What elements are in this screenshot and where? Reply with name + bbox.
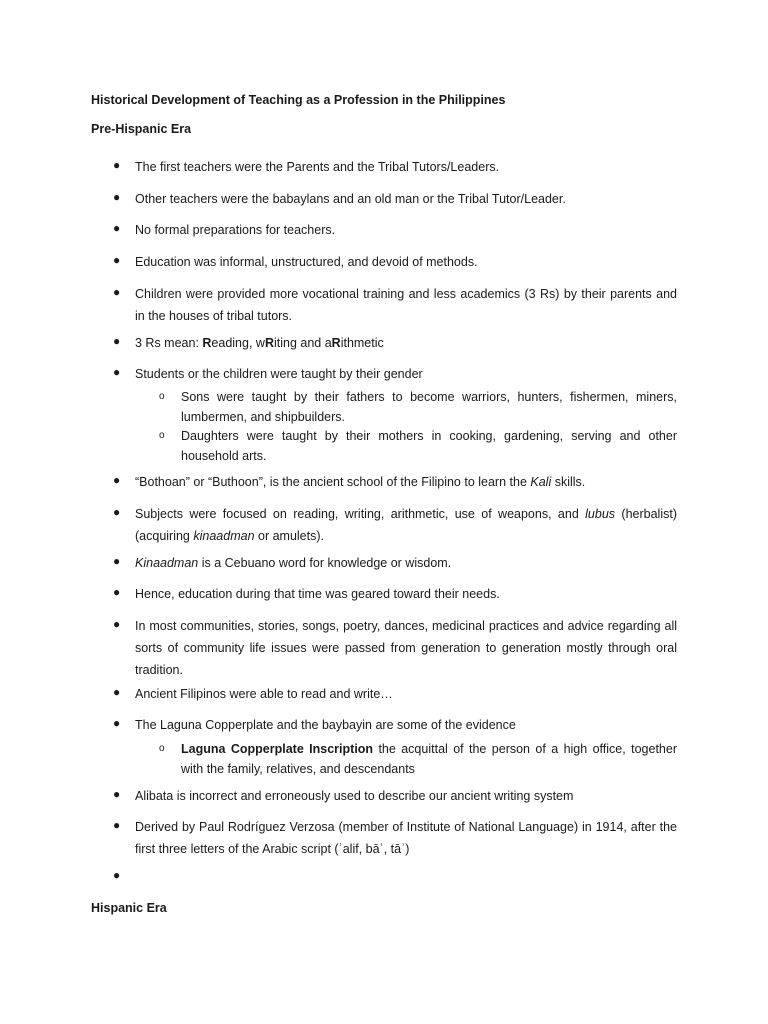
list-item: Education was informal, unstructured, and devoid of methods. [135,255,478,269]
list-item: Alibata is incorrect and erroneously used to describe our ancient writing system [135,789,574,803]
sub-bullet-marker: o [159,743,165,754]
section-heading-pre-hispanic: Pre-Hispanic Era [91,122,192,136]
list-item: Children were provided more vocational training and less academics (3 Rs) by their parents and in the houses of tribal tutors. [135,287,677,323]
list-item: 3 Rs mean: Reading, wRiting and aRithmetic [135,336,384,350]
sub-list-item: Daughters were taught by their mothers in cooking, gardening, serving and other household arts. [181,429,677,463]
bullet-marker: ● [113,158,121,172]
list-item: Hence, education during that time was geared toward their needs. [135,587,500,601]
bullet-marker: ● [113,334,121,348]
sub-bullet-marker: o [159,391,165,402]
bullet-marker: ● [113,685,121,699]
bullet-marker: ● [113,365,121,379]
list-item: Subjects were focused on reading, writing, arithmetic, use of weapons, and lubus (herbalist) (acquiring kinaadman or amulets). [135,507,677,543]
list-item: “Bothoan” or “Buthoon”, is the ancient school of the Filipino to learn the Kali skills. [135,475,586,489]
list-item: No formal preparations for teachers. [135,223,336,237]
document-title: Historical Development of Teaching as a Profession in the Philippines [91,93,506,107]
bullet-marker: ● [113,554,121,568]
bullet-marker: ● [113,190,121,204]
bullet-marker: ● [113,787,121,801]
list-item: The Laguna Copperplate and the baybayin are some of the evidence [135,718,516,732]
list-item: Students or the children were taught by their gender [135,367,423,381]
bullet-marker: ● [113,818,121,832]
sub-bullet-marker: o [159,430,165,441]
section-heading-hispanic: Hispanic Era [91,901,167,915]
list-item: Ancient Filipinos were able to read and write… [135,687,393,701]
bullet-marker: ● [113,716,121,730]
sub-list-item: Sons were taught by their fathers to become warriors, hunters, fishermen, miners, lumbermen, and shipbuilders. [181,390,677,424]
list-item: Derived by Paul Rodríguez Verzosa (member of Institute of National Language) in 1914, after the first three letters of the Arabic script (ʾalif, bāʾ, tāʾ) [135,820,677,856]
list-item: Other teachers were the babaylans and an old man or the Tribal Tutor/Leader. [135,192,566,206]
list-item: Kinaadman is a Cebuano word for knowledge or wisdom. [135,556,452,570]
list-item: The first teachers were the Parents and the Tribal Tutors/Leaders. [135,160,500,174]
bullet-marker: ● [113,585,121,599]
bullet-marker: ● [113,253,121,267]
list-item: In most communities, stories, songs, poetry, dances, medicinal practices and advice regarding all sorts of community life issues were passed from generation to generation mostly through oral tradition. [135,619,677,677]
bullet-marker: ● [113,221,121,235]
bullet-marker: ● [113,868,121,882]
bullet-marker: ● [113,617,121,631]
sub-list-item: Laguna Copperplate Inscription the acquittal of the person of a high office, together with the family, relatives, and descendants [181,742,677,776]
bullet-marker: ● [113,473,121,487]
bullet-marker: ● [113,505,121,519]
bullet-marker: ● [113,285,121,299]
